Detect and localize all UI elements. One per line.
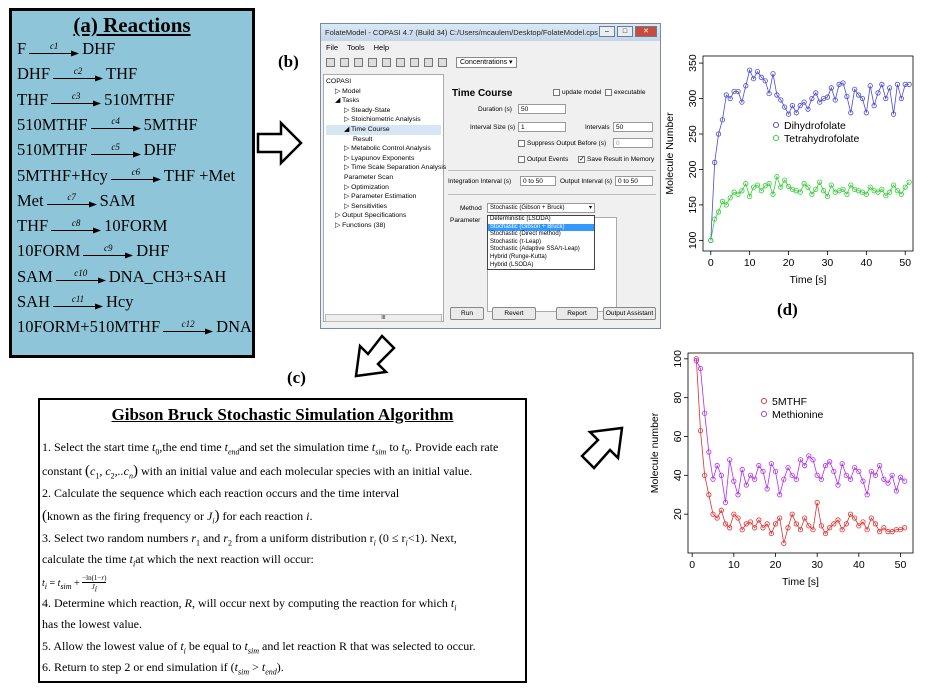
reaction-arrow-icon xyxy=(47,193,97,208)
tree-item[interactable]: Parameter Scan xyxy=(344,173,394,181)
horizontal-scrollbar[interactable]: III xyxy=(325,314,442,322)
reaction-lhs: SAH xyxy=(17,292,51,311)
reaction-row xyxy=(17,216,167,236)
menu-help[interactable]: Help xyxy=(373,43,390,52)
copasi-window xyxy=(320,23,661,329)
tree-item[interactable]: ▷ Time Scale Separation Analysis xyxy=(344,164,447,172)
open-file-icon[interactable] xyxy=(340,58,349,67)
step-6: 6. Return to step 2 or end simulation if $(t_{sim} > t_{end})$. xyxy=(42,660,284,677)
x-tick-label: 20 xyxy=(782,257,795,269)
reaction-arrow-icon xyxy=(111,168,161,183)
y-tick-label: 60 xyxy=(672,430,684,443)
reaction-rhs: THF xyxy=(106,64,138,84)
reaction-rhs: DHF xyxy=(136,241,170,261)
reactions-title: (a) Reactions xyxy=(73,13,191,37)
rate-constant: c10 xyxy=(74,268,88,279)
sort-alt-icon[interactable] xyxy=(424,58,433,67)
output-assistant-button[interactable]: Output Assistant xyxy=(603,307,656,320)
parameter-label: Parameter xyxy=(450,217,481,224)
tree-item[interactable]: COPASI xyxy=(326,78,352,85)
step-5: 5. Allow the lowest value of $t_i$ be equal to $t_{sim}$ and let reaction R that was selected to occur. xyxy=(42,639,476,656)
y-tick-label: 350 xyxy=(687,54,699,72)
x-tick-label: 20 xyxy=(769,559,782,571)
step-1: 1. Select the start time $t_0,the$ end time $t_{end}and$ set the simulation time $t_{sim}$ to $t_0$. Provide each rate xyxy=(42,440,499,457)
step-3-cont: calculate the time $t_iat$ which the next reaction will occur: xyxy=(42,552,314,569)
reaction-row xyxy=(17,90,175,110)
reaction-lhs: 10FORM xyxy=(17,241,81,261)
reaction-lhs: 10FORM+510MTHF xyxy=(17,317,161,337)
legend-label: Dihydrofolate xyxy=(784,120,846,132)
panel-label-b: (b) xyxy=(278,52,299,71)
reaction-rhs: DNA_CH3+SAH xyxy=(108,266,227,286)
reaction-row xyxy=(17,241,169,261)
y-tick-label: 80 xyxy=(672,391,684,404)
duration-label: Duration (s) xyxy=(478,106,512,113)
tree-item[interactable]: ◢ Tasks xyxy=(335,97,360,105)
x-tick-label: 30 xyxy=(821,257,834,269)
report-button[interactable]: Report xyxy=(556,307,598,320)
reaction-lhs: 510MTHF xyxy=(17,114,88,134)
pane-heading: Time Course xyxy=(452,88,513,99)
rate-constant: c11 xyxy=(71,293,85,304)
reaction-rhs: Hcy xyxy=(106,292,134,311)
export-icon[interactable] xyxy=(368,58,377,67)
legend-marker xyxy=(773,122,778,127)
folate-chart xyxy=(663,48,923,298)
check-icon[interactable] xyxy=(396,58,405,67)
x-axis-label: Time [s] xyxy=(782,576,819,588)
reaction-arrow-icon xyxy=(163,320,213,335)
close-button[interactable]: ✕ xyxy=(635,26,657,37)
new-file-icon[interactable] xyxy=(326,58,335,67)
plot-frame xyxy=(688,353,913,553)
panel-label-c: (c) xyxy=(287,368,306,387)
reactions-panel xyxy=(9,8,255,358)
tree-item[interactable]: ▷ Functions (38) xyxy=(335,221,386,229)
reaction-lhs: F xyxy=(17,39,27,58)
output-interval-label: Output Interval (s) xyxy=(560,178,613,185)
reaction-rhs: 5MTHF xyxy=(143,114,198,134)
reaction-row xyxy=(17,39,115,59)
y-tick-label: 100 xyxy=(687,231,699,250)
sort-icon[interactable] xyxy=(410,58,419,67)
time-course-pane xyxy=(448,74,658,324)
y-tick-label: 150 xyxy=(687,196,699,214)
reaction-lhs: Met xyxy=(17,190,44,210)
rate-constant: c8 xyxy=(71,217,81,228)
time-formula: $t_i = t_{sim}$ + −ln(1−r) $J_i$ xyxy=(42,574,107,594)
save-result-checkbox[interactable]: ✓ Save Result in Memory xyxy=(579,156,655,164)
reaction-arrow-icon xyxy=(51,219,101,234)
tree-item[interactable]: ▷ Sensitivities xyxy=(344,202,388,210)
save-icon[interactable] xyxy=(354,58,363,67)
y-axis-label: Molecule number xyxy=(649,412,661,494)
reaction-row xyxy=(17,292,134,312)
intervals-label: Intervals xyxy=(585,124,610,131)
tree-item[interactable]: ▷ Parameter Estimation xyxy=(344,193,417,201)
legend-label: 5MTHF xyxy=(772,396,807,408)
tree-item[interactable]: ▷ Metabolic Control Analysis xyxy=(344,145,431,153)
interval-size-field[interactable]: 1 xyxy=(518,122,566,132)
integration-interval-label: Integration Interval (s) xyxy=(448,178,512,185)
x-tick-label: 10 xyxy=(743,257,756,269)
reaction-arrow-icon xyxy=(29,42,79,57)
rate-constant: c6 xyxy=(131,167,141,177)
reaction-rhs: DNA xyxy=(216,317,252,337)
y-tick-label: 300 xyxy=(687,89,699,108)
step-2: 2. Calculate the sequence which each reaction occurs and the time interval xyxy=(42,486,400,500)
minimize-button[interactable]: – xyxy=(599,26,615,37)
reaction-rhs: DHF xyxy=(82,39,116,58)
add-icon[interactable] xyxy=(382,58,391,67)
method-option[interactable]: Stochastic (Direct method) xyxy=(490,231,561,238)
step-4-cont: has the lowest value. xyxy=(42,617,142,631)
x-tick-label: 50 xyxy=(894,559,907,571)
series-line xyxy=(711,70,909,240)
x-axis-label: Time [s] xyxy=(789,274,827,286)
reaction-arrow-icon xyxy=(91,117,141,132)
reaction-row xyxy=(17,191,135,211)
y-tick-label: 200 xyxy=(687,160,699,179)
rate-constant: c9 xyxy=(104,242,113,253)
reaction-arrow-icon xyxy=(53,295,103,310)
step-1-cont: constant ($c_1$, $c_2,..c_n$) with an initial value and each molecular species with an initial value. xyxy=(42,463,473,481)
duration-field[interactable]: 50 xyxy=(518,104,566,114)
executable-checkbox[interactable]: executable xyxy=(605,89,645,96)
reaction-arrow-icon xyxy=(83,244,133,259)
reaction-rhs: SAM xyxy=(99,190,136,210)
reaction-lhs: THF xyxy=(17,216,49,236)
method-option[interactable]: Stochastic (Gibson + Bruck) xyxy=(488,224,594,232)
reaction-arrow-icon xyxy=(91,143,141,158)
legend-label: Tetrahydrofolate xyxy=(784,133,860,145)
revert-button[interactable]: Revert xyxy=(492,307,536,320)
tree-item[interactable]: Result xyxy=(353,135,373,143)
methionine-chart xyxy=(648,345,923,605)
reaction-row xyxy=(17,64,137,84)
data-point xyxy=(902,526,906,530)
reaction-rhs: DHF xyxy=(143,140,177,160)
rate-constant: c5 xyxy=(111,141,120,152)
tree-item[interactable]: ▷ Optimization xyxy=(344,183,389,191)
method-option[interactable]: Deterministic (LSODA) xyxy=(490,216,551,222)
tree-item[interactable]: ▷ Model xyxy=(335,87,361,95)
reaction-lhs: DHF xyxy=(17,64,51,84)
step-3: 3. Select two random numbers $r_1$ and $r_2$ from a uniform distribution $r_i$ $(0 \le r_i<1)$. Next, xyxy=(42,531,457,548)
x-tick-label: 30 xyxy=(811,559,824,571)
tree-item[interactable]: ▷ Steady-State xyxy=(344,106,391,114)
legend-marker xyxy=(773,135,778,140)
legend-marker xyxy=(761,398,766,403)
x-tick-label: 0 xyxy=(707,257,714,269)
tree-item[interactable]: ▷ Output Specifications xyxy=(335,212,407,220)
menu-tools[interactable]: Tools xyxy=(347,43,365,52)
step-4: 4. Determine which reaction, R, will occur next by computing the reaction for which $t_i$ xyxy=(42,596,457,613)
reaction-rhs: THF +Met xyxy=(163,165,236,185)
series-line xyxy=(696,361,904,503)
navigation-tree xyxy=(323,74,447,322)
maximize-button[interactable]: □ xyxy=(617,26,633,37)
rate-constant: c12 xyxy=(181,318,195,329)
rate-constant: c3 xyxy=(71,91,81,102)
reaction-row xyxy=(17,267,226,287)
reaction-rhs: 510MTHF xyxy=(104,89,175,109)
y-axis-label: Molecule Number xyxy=(664,112,676,195)
x-tick-label: 40 xyxy=(852,559,865,571)
method-option[interactable]: Stochastic (Adaptive SSA/τ-Leap) xyxy=(490,246,580,253)
arrow-up-right-icon xyxy=(576,420,638,476)
rate-constant: c4 xyxy=(111,116,120,127)
table-icon[interactable] xyxy=(438,58,447,67)
reaction-rhs: 10FORM xyxy=(104,216,168,236)
units-select[interactable]: Concentrations ▾ xyxy=(456,57,517,68)
x-tick-label: 0 xyxy=(689,559,696,571)
rate-constant: c7 xyxy=(67,192,76,203)
reaction-lhs: 510MTHF xyxy=(17,140,88,160)
reaction-arrow-icon xyxy=(53,67,103,82)
x-tick-label: 10 xyxy=(727,559,740,571)
method-label: Method xyxy=(460,205,482,212)
suppress-output-checkbox[interactable]: Suppress Output Before (s) xyxy=(518,140,606,147)
tree-item[interactable]: ◢ Time Course xyxy=(326,125,441,135)
y-tick-label: 40 xyxy=(672,469,684,482)
x-tick-label: 50 xyxy=(899,257,912,269)
reaction-lhs: THF xyxy=(17,89,49,109)
arrow-down-left-icon xyxy=(340,330,400,382)
data-point xyxy=(902,479,906,483)
legend-label: Methionine xyxy=(772,409,824,421)
algorithm-title: Gibson Bruck Stochastic Simulation Algorithm xyxy=(111,405,454,424)
panel-label-d: (d) xyxy=(777,300,798,319)
reaction-row xyxy=(17,166,235,186)
rate-constant: c1 xyxy=(49,40,59,51)
y-tick-label: 20 xyxy=(672,508,684,521)
arrow-right-icon xyxy=(255,120,305,166)
reaction-lhs: SAM xyxy=(17,266,53,286)
menu-file[interactable]: File xyxy=(326,43,339,52)
reaction-row xyxy=(17,317,252,337)
run-button[interactable]: Run xyxy=(450,307,484,320)
window-title: FolateModel - COPASI 4.7 (Build 34) C:/Users/mcaulem/Desktop/FolateModel.cps xyxy=(325,28,598,37)
method-option[interactable]: Hybrid (LSODA) xyxy=(490,261,534,268)
reaction-arrow-icon xyxy=(56,269,106,284)
suppress-field[interactable]: 0 xyxy=(613,138,653,148)
update-model-checkbox[interactable]: update model xyxy=(553,89,601,96)
output-interval-field[interactable]: 0 to 50 xyxy=(615,176,653,186)
series-line xyxy=(696,359,904,543)
algorithm-box xyxy=(38,398,527,683)
integration-interval-field[interactable]: 0 to 50 xyxy=(520,176,556,186)
method-option[interactable]: Stochastic (τ-Leap) xyxy=(490,238,542,245)
reaction-row xyxy=(17,140,177,160)
interval-size-label: Interval Size (s) xyxy=(470,124,516,131)
y-tick-label: 100 xyxy=(672,350,684,368)
method-option[interactable]: Hybrid (Runge-Kutta) xyxy=(490,253,547,260)
reaction-row xyxy=(17,115,198,135)
menubar xyxy=(321,41,660,54)
legend-marker xyxy=(761,411,766,416)
tree-item[interactable]: ▷ Lyapunov Exponents xyxy=(344,154,415,162)
rate-constant: c2 xyxy=(73,65,83,76)
reaction-arrow-icon xyxy=(51,92,101,107)
output-events-checkbox[interactable]: Output Events xyxy=(518,156,568,163)
method-dropdown-list xyxy=(487,215,595,270)
step-2-cont: (known as the firing frequency or $J_i$) for each reaction i. xyxy=(42,508,313,526)
y-tick-label: 250 xyxy=(687,125,699,143)
x-tick-label: 40 xyxy=(860,257,873,269)
method-select[interactable]: Stochastic (Gibson + Bruck) ▾ xyxy=(487,203,595,213)
intervals-field[interactable]: 50 xyxy=(613,122,653,132)
reaction-lhs: 5MTHF+Hcy xyxy=(17,165,108,185)
toolbar xyxy=(321,54,660,70)
tree-item[interactable]: ▷ Stoichiometric Analysis xyxy=(344,116,421,124)
